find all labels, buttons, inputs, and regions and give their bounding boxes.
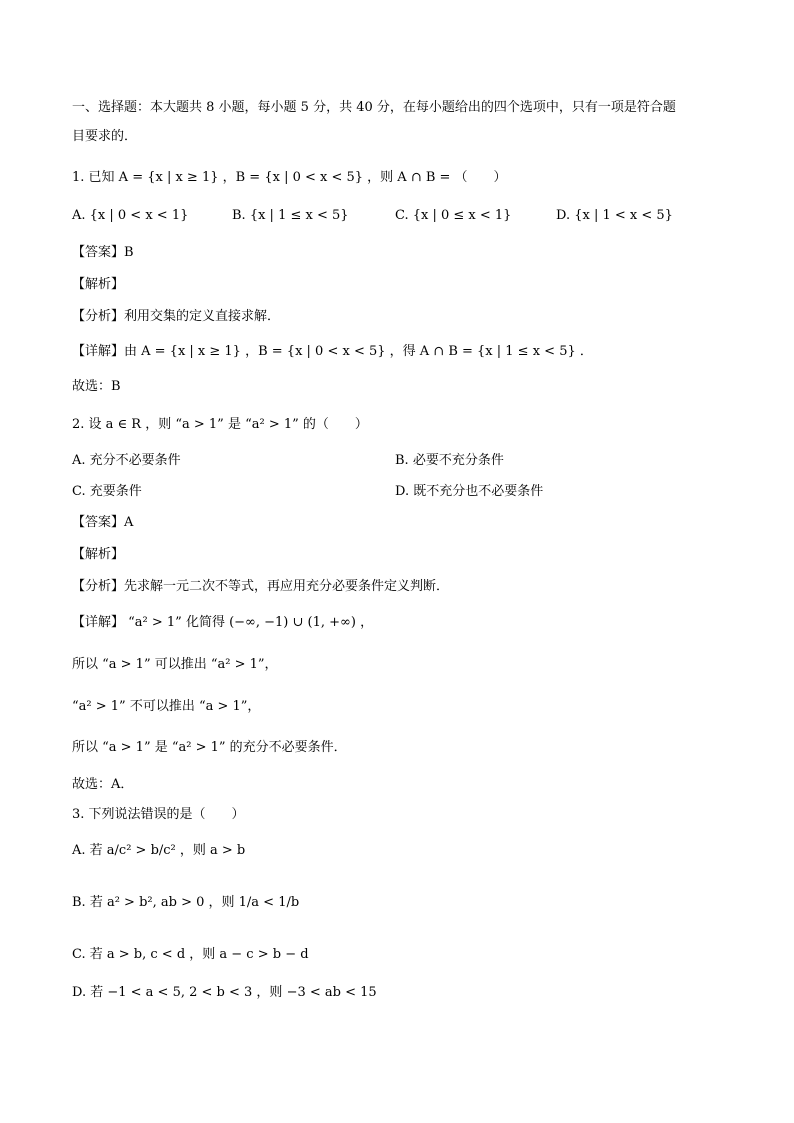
q1-answer: 【答案】B <box>72 245 134 260</box>
q1-xiangjie: 【详解】由 A = {x | x ≥ 1} ，B = {x | 0 < x < 5} ，得 A ∩ B = {x | 1 ≤ x < 5} ． <box>72 344 593 359</box>
q2-conclusion: 故选：A． <box>72 777 134 792</box>
q2-xiangjie: 【详解】 “a² > 1” 化简得 (−∞, −1) ∪ (1, +∞) ， <box>72 615 374 630</box>
q1-conclusion: 故选：B <box>72 379 121 394</box>
q3-option-c: C. 若 a > b, c < d ，则 a − c > b − d <box>72 947 309 962</box>
q2-reason-line-1: 所以 “a > 1” 可以推出 “a² > 1”， <box>72 657 278 672</box>
q2-stem: 2. 设 a ∈ R ，则 “a > 1” 是 “a² > 1” 的（ ） <box>72 417 368 432</box>
q1-stem: 1. 已知 A = {x | x ≥ 1} ，B = {x | 0 < x < 5} ，则 A ∩ B = （ ） <box>72 170 507 185</box>
q1-option-c: C. {x | 0 ≤ x < 1} <box>395 208 512 223</box>
q2-option-c: C. 充要条件 <box>72 484 142 499</box>
section-header-line-2: 目要求的． <box>72 129 138 144</box>
q1-option-d: D. {x | 1 < x < 5} <box>556 208 673 223</box>
q2-answer: 【答案】A <box>72 515 134 530</box>
q1-option-a: A. {x | 0 < x < 1} <box>72 208 189 223</box>
q2-reason-line-2: “a² > 1” 不可以推出 “a > 1”， <box>72 699 261 714</box>
q2-option-a: A. 充分不必要条件 <box>72 453 181 468</box>
q1-jiexi-label: 【解析】 <box>72 277 125 292</box>
q2-option-b: B. 必要不充分条件 <box>395 453 504 468</box>
section-header-line-1: 一、选择题：本大题共 8 小题，每小题 5 分，共 40 分，在每小题给出的四个选项中，只有一项是符合题 <box>72 100 676 115</box>
q2-fenxi: 【分析】先求解一元二次不等式，再应用充分必要条件定义判断． <box>72 579 450 594</box>
q2-reason-line-3: 所以 “a > 1” 是 “a² > 1” 的充分不必要条件． <box>72 740 347 755</box>
q2-jiexi-label: 【解析】 <box>72 547 125 562</box>
q3-option-a: A. 若 a/c² > b/c² ，则 a > b <box>72 843 246 858</box>
q3-option-b: B. 若 a² > b², ab > 0 ，则 1/a < 1/b <box>72 895 300 910</box>
q1-fenxi: 【分析】利用交集的定义直接求解． <box>72 309 281 324</box>
q2-option-d: D. 既不充分也不必要条件 <box>395 484 544 499</box>
q3-stem: 3. 下列说法错误的是（ ） <box>72 807 245 822</box>
q1-option-b: B. {x | 1 ≤ x < 5} <box>232 208 349 223</box>
q3-option-d: D. 若 −1 < a < 5, 2 < b < 3 ，则 −3 < ab < 15 <box>72 985 377 1000</box>
